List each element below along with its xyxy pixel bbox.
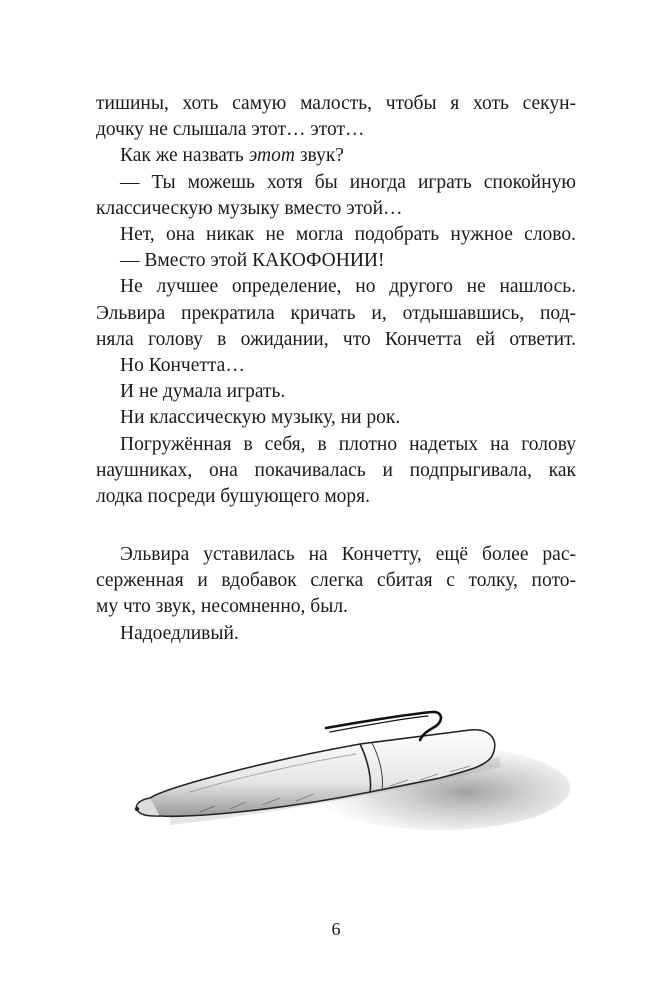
text-line	[96, 143, 576, 169]
text-block-top	[96, 91, 576, 510]
text-line: И не думала играть.	[120, 381, 286, 403]
pen-nib	[135, 807, 139, 811]
text-line: Надоедливый.	[120, 622, 239, 644]
text-line: серженная и вдобавок слегка сбитая с толку, пото-	[96, 570, 576, 592]
italic-word: этот	[248, 145, 295, 167]
text-span: звук?	[294, 145, 344, 167]
text-line: дочку не слышала этот… этот…	[96, 119, 365, 141]
text-span: Как же назвать	[120, 145, 249, 167]
text-line: Не лучшее определение, но другого не нашлось.	[120, 276, 576, 298]
text-line: наушниках, она покачивалась и подпрыгивала, как	[96, 459, 576, 481]
text-block-bottom	[96, 542, 576, 647]
text-line: му что звук, несомненно, был.	[96, 596, 348, 618]
text-line: Но Кончетта…	[120, 355, 245, 377]
text-line: — Ты можешь хотя бы иногда играть спокойную	[120, 171, 576, 193]
text-line: тишины, хоть самую малость, чтобы я хоть секун-	[96, 93, 576, 114]
text-line: няла голову в ожидании, что Кончетта ей ответит.	[96, 328, 576, 350]
text-line: Эльвира прекратила кричать и, отдышавшись, под-	[96, 302, 576, 324]
text-line: Нет, она никак не могла подобрать нужное слово.	[120, 224, 576, 246]
page-number: 6	[331, 919, 341, 939]
text-line: Ни классическую музыку, ни рок.	[120, 407, 401, 429]
text-line: Эльвира уставилась на Кончетту, ещё более рас-	[120, 544, 576, 565]
pen-illustration-icon	[0, 670, 672, 870]
text-line: лодка посреди бушующего моря.	[96, 486, 371, 508]
text-line: Погружённая в себя, в плотно надетых на голову	[120, 433, 576, 455]
text-line: классическую музыку вместо этой…	[96, 197, 403, 219]
text-line: — Вместо этой КАКОФОНИИ!	[120, 250, 385, 272]
